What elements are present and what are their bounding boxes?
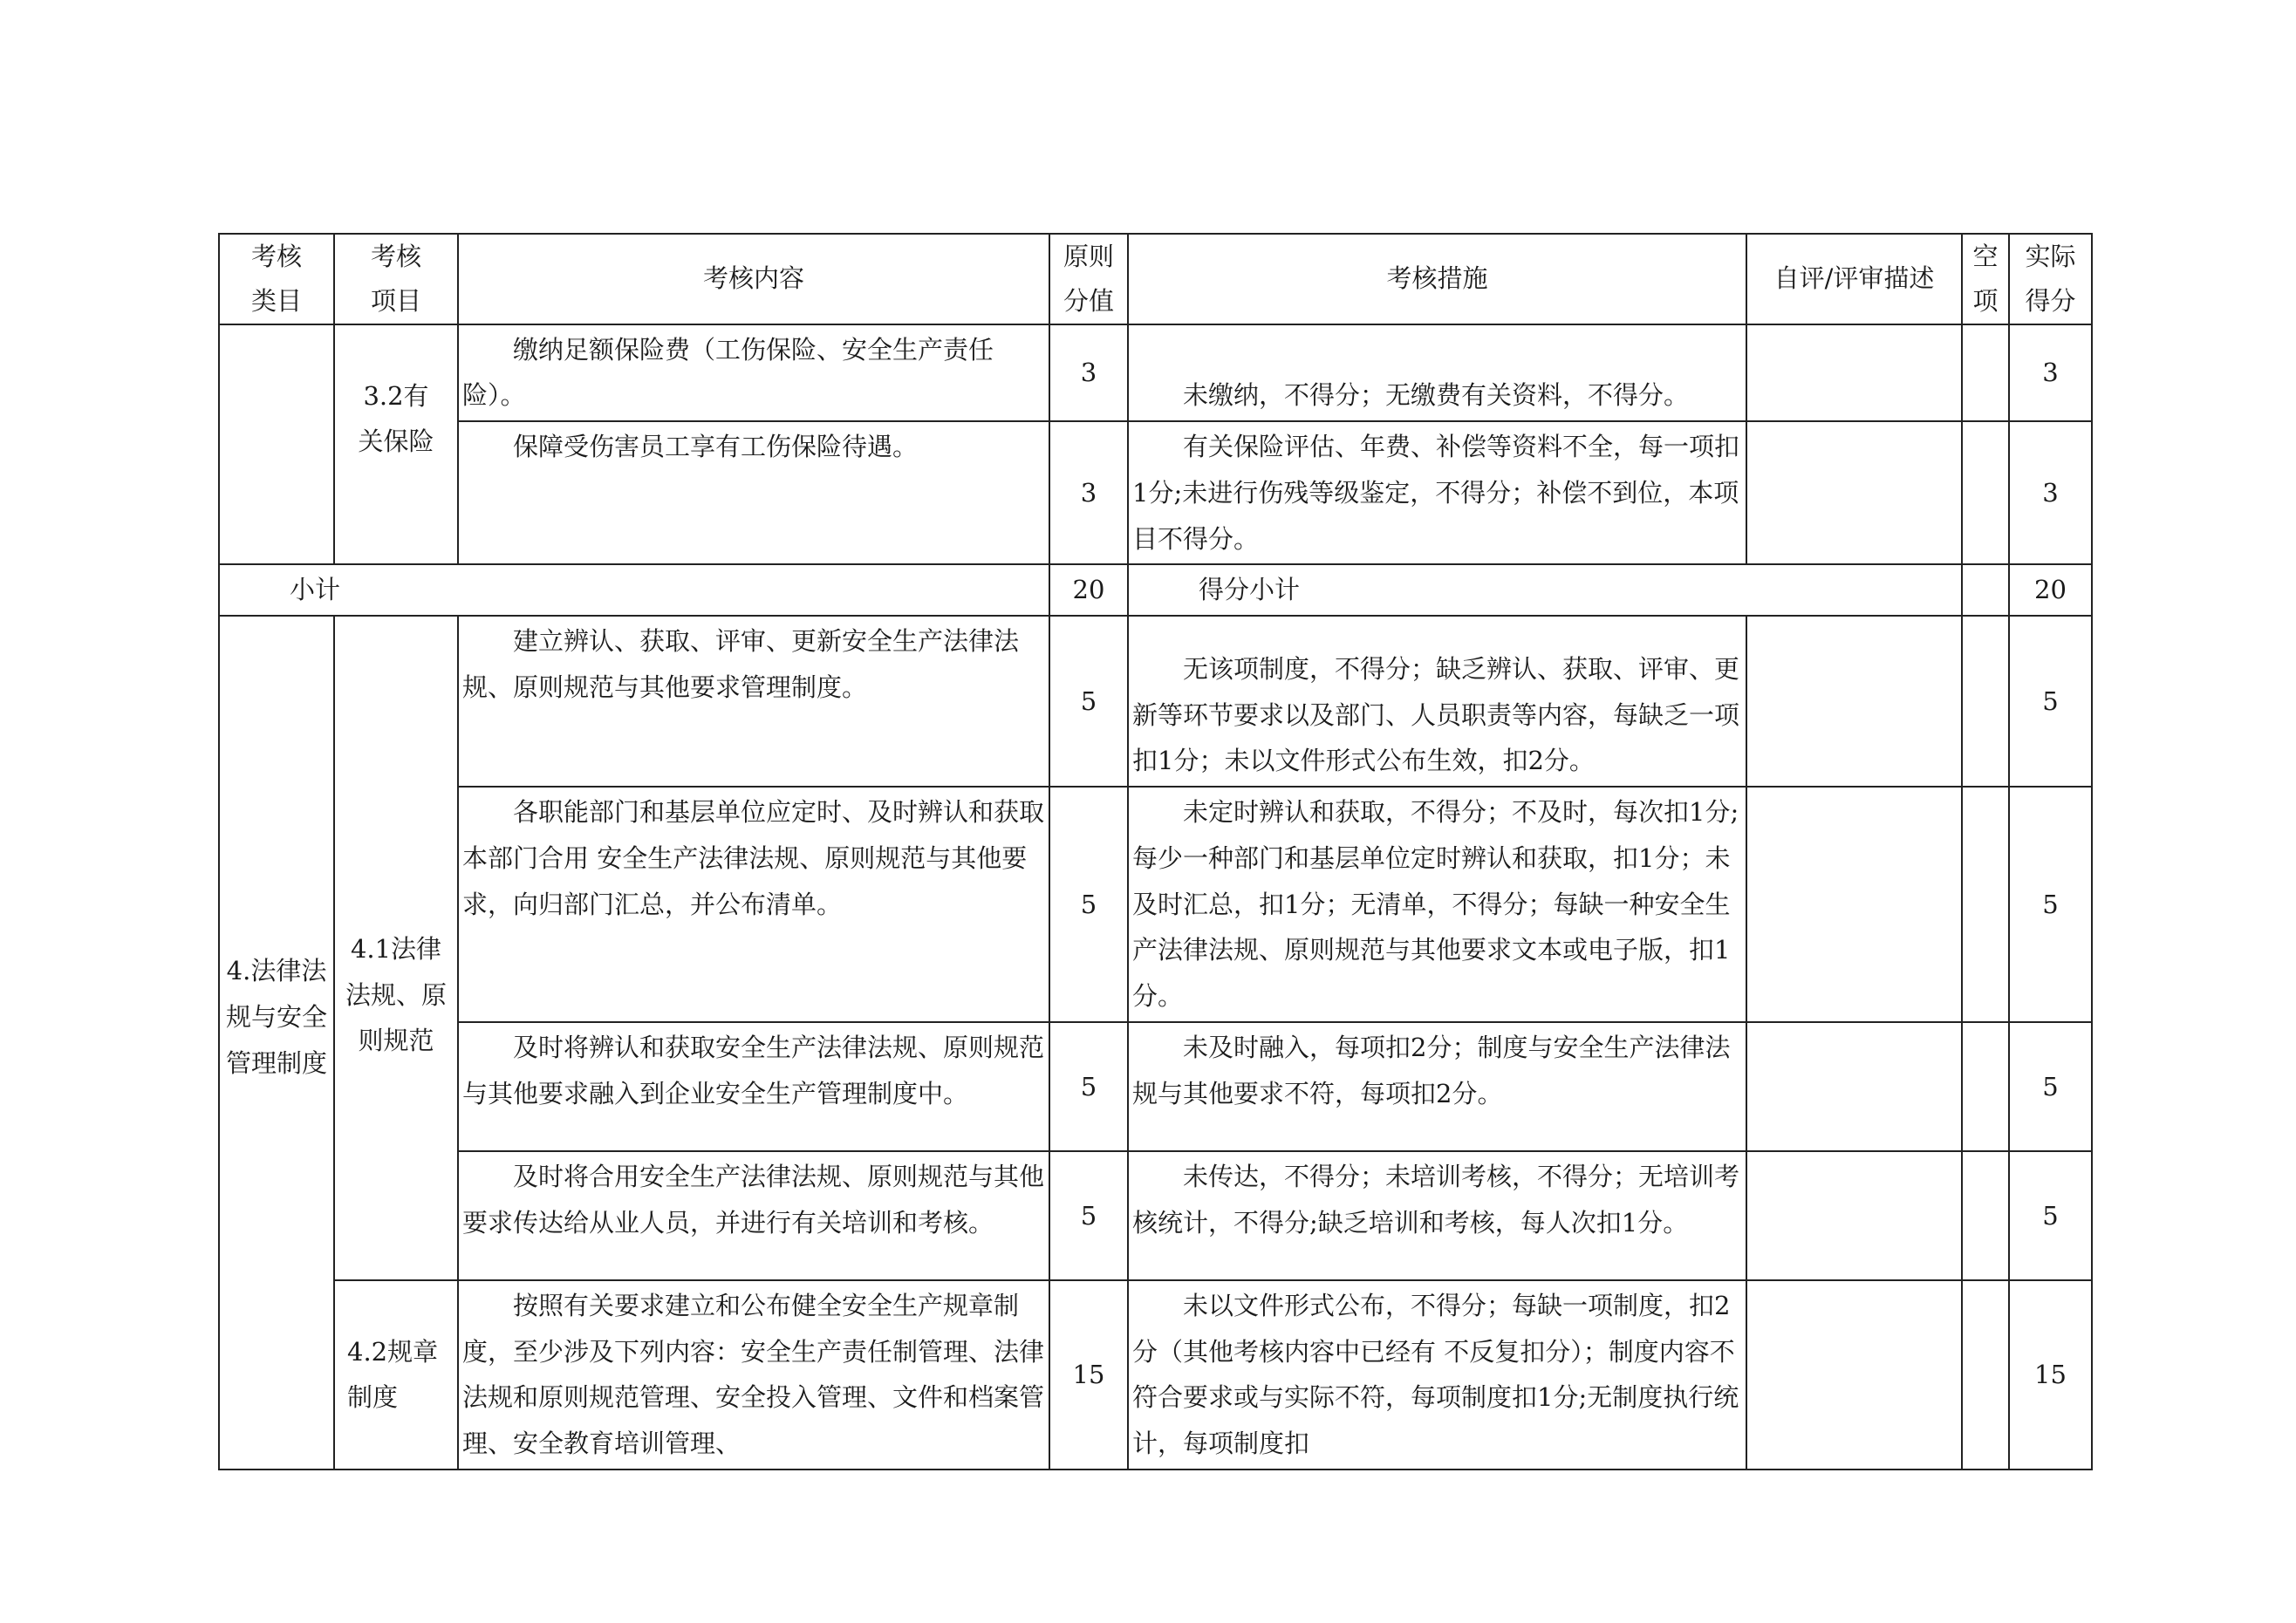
header-actual-line2: 得分	[2025, 285, 2076, 316]
item2-label-line2: 制度	[347, 1382, 399, 1413]
item-cell-3-2	[334, 324, 458, 565]
blank-cell	[1962, 787, 2009, 1022]
score-cell: 5	[1049, 616, 1128, 787]
content-cell: 建立辨认、获取、评审、更新安全生产法律法规、原则规范与其他要求管理制度。	[458, 616, 1049, 787]
item-label-line2: 关保险	[358, 426, 434, 457]
measures-cell: 未定时辨认和获取，不得分；不及时，每次扣1分;每少一种部门和基层单位定时辨认和获取，扣1分；未及时汇总，扣1分；无清单，不得分；每缺一种安全生产法律法规、原则规范与其他要求文本或电子版，扣1分。	[1128, 787, 1746, 1022]
score-cell: 5	[1049, 1151, 1128, 1280]
header-blank-line1: 空	[1972, 242, 1999, 271]
score-cell: 5	[1049, 1022, 1128, 1151]
category-cell-4	[219, 616, 334, 1470]
measures-cell: 未及时融入，每项扣2分；制度与安全生产法律法规与其他要求不符，每项扣2分。	[1128, 1022, 1746, 1151]
header-item-line2: 项目	[370, 285, 421, 316]
header-actual-line1: 实际	[2025, 242, 2076, 271]
header-category-line1: 考核	[250, 242, 302, 271]
header-score	[1049, 234, 1128, 324]
measures-cell: 未传达，不得分；未培训考核，不得分；无培训考核统计，不得分;缺乏培训和考核，每人次扣1分。	[1128, 1151, 1746, 1280]
header-score-line2: 分值	[1063, 285, 1114, 316]
table-row	[219, 1280, 2092, 1470]
category-label-line1: 4.法律法	[226, 956, 327, 986]
header-blank-line2: 项	[1972, 285, 1999, 316]
header-category	[219, 234, 334, 324]
header-self-eval: 自评/评审描述	[1746, 234, 1962, 324]
content-cell: 及时将合用安全生产法律法规、原则规范与其他要求传达给从业人员，并进行有关培训和考核。	[458, 1151, 1049, 1280]
header-blank	[1962, 234, 2009, 324]
table-row	[219, 787, 2092, 1022]
blank-cell	[1962, 616, 2009, 787]
actual-score-cell: 15	[2009, 1280, 2092, 1470]
table-row	[219, 1022, 2092, 1151]
blank-cell	[1962, 421, 2009, 564]
subtotal-score: 20	[1049, 564, 1128, 616]
subtotal-row	[219, 564, 2092, 616]
header-measures: 考核措施	[1128, 234, 1746, 324]
actual-score-cell: 3	[2009, 324, 2092, 422]
table-row	[219, 421, 2092, 564]
subtotal-label: 小计	[219, 564, 1049, 616]
self-eval-cell	[1746, 324, 1962, 422]
header-category-line2: 类目	[250, 285, 302, 316]
header-score-line1: 原则	[1063, 242, 1114, 271]
score-cell: 3	[1049, 324, 1128, 422]
blank-cell	[1962, 324, 2009, 422]
item1-label-line2: 法规、原	[345, 979, 447, 1010]
category-label-line2: 规与安全	[225, 1002, 327, 1033]
header-item	[334, 234, 458, 324]
score-cell: 3	[1049, 421, 1128, 564]
self-eval-cell	[1746, 1022, 1962, 1151]
content-cell: 保障受伤害员工享有工伤保险待遇。	[458, 421, 1049, 564]
item-cell-4-2	[334, 1280, 458, 1470]
table-row	[219, 1151, 2092, 1280]
self-eval-cell	[1746, 1280, 1962, 1470]
table-row	[219, 616, 2092, 787]
item-label-line1: 3.2有	[363, 380, 429, 411]
self-eval-cell	[1746, 616, 1962, 787]
score-cell: 5	[1049, 787, 1128, 1022]
actual-score-cell: 5	[2009, 616, 2092, 787]
measures-cell: 有关保险评估、年费、补偿等资料不全，每一项扣1分;未进行伤残等级鉴定，不得分；补偿不到位，本项目不得分。	[1128, 421, 1746, 564]
score-cell: 15	[1049, 1280, 1128, 1470]
item2-label-line1: 4.2规章	[347, 1336, 439, 1367]
actual-score-cell: 5	[2009, 787, 2092, 1022]
subtotal-measures: 得分小计	[1128, 564, 1962, 616]
measures-cell: 未以文件形式公布，不得分；每缺一项制度，扣2分（其他考核内容中已经有 不反复扣分）；制度内容不符合要求或与实际不符，每项制度扣1分;无制度执行统计，每项制度扣	[1128, 1280, 1746, 1470]
actual-score-cell: 5	[2009, 1151, 2092, 1280]
blank-cell	[1962, 1280, 2009, 1470]
header-item-line1: 考核	[370, 242, 421, 271]
self-eval-cell	[1746, 1151, 1962, 1280]
blank-cell	[1962, 1022, 2009, 1151]
category-cell-empty	[219, 324, 334, 565]
subtotal-blank	[1962, 564, 2009, 616]
blank-cell	[1962, 1151, 2009, 1280]
content-cell: 及时将辨认和获取安全生产法律法规、原则规范与其他要求融入到企业安全生产管理制度中。	[458, 1022, 1049, 1151]
actual-score-cell: 3	[2009, 421, 2092, 564]
header-row	[219, 234, 2092, 324]
subtotal-actual: 20	[2009, 564, 2092, 616]
category-label-line3: 管理制度	[225, 1047, 327, 1078]
header-actual	[2009, 234, 2092, 324]
measures-cell: 未缴纳，不得分；无缴费有关资料，不得分。	[1128, 324, 1746, 422]
table-row	[219, 324, 2092, 422]
content-cell: 按照有关要求建立和公布健全安全生产规章制度，至少涉及下列内容：安全生产责任制管理、法律法规和原则规范管理、安全投入管理、文件和档案管理、安全教育培训管理、	[458, 1280, 1049, 1470]
measures-cell: 无该项制度，不得分；缺乏辨认、获取、评审、更新等环节要求以及部门、人员职责等内容，每缺乏一项扣1分；未以文件形式公布生效，扣2分。	[1128, 616, 1746, 787]
content-cell: 缴纳足额保险费（工伤保险、安全生产责任险）。	[458, 324, 1049, 422]
item1-label-line3: 则规范	[358, 1026, 434, 1056]
self-eval-cell	[1746, 421, 1962, 564]
item-cell-4-1	[334, 616, 458, 1280]
header-content: 考核内容	[458, 234, 1049, 324]
self-eval-cell	[1746, 787, 1962, 1022]
assessment-table	[218, 233, 2093, 1470]
actual-score-cell: 5	[2009, 1022, 2092, 1151]
item1-label-line1: 4.1法律	[350, 933, 442, 964]
content-cell: 各职能部门和基层单位应定时、及时辨认和获取本部门合用 安全生产法律法规、原则规范与其他要求，向归部门汇总，并公布清单。	[458, 787, 1049, 1022]
